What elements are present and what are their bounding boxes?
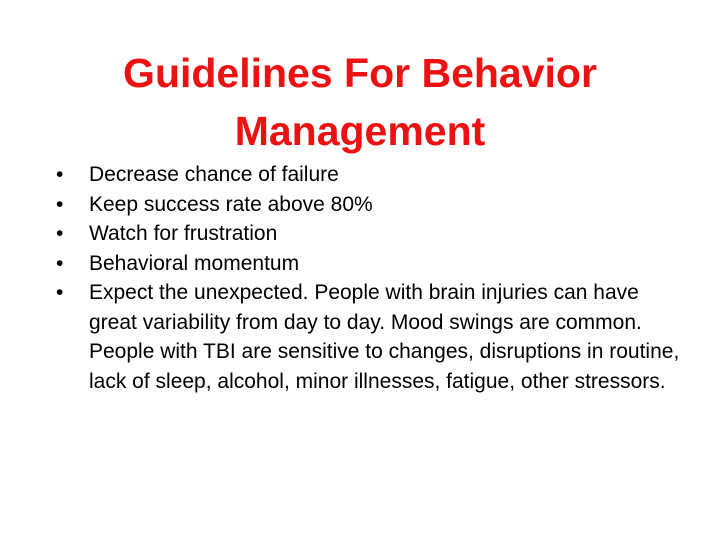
bullet-icon: •	[56, 192, 64, 216]
slide-title	[60, 44, 660, 160]
bullet-icon: •	[56, 163, 64, 186]
bullet-item	[0, 219, 720, 249]
bullet-text: Watch for frustration	[89, 222, 278, 245]
bullet-icon: •	[56, 251, 64, 275]
bullet-icon: •	[56, 281, 64, 304]
bullet-item	[0, 278, 720, 396]
bullet-item	[0, 160, 720, 190]
slide-title-line-1: Guidelines For Behavior	[123, 50, 597, 96]
bullet-item	[0, 190, 720, 220]
slide-title-line-2: Management	[234, 108, 486, 154]
bullet-list	[0, 160, 720, 396]
bullet-text: Expect the unexpected. People with brain injuries can have great variability from day to day. Mood swings are common. People with TBI are sensitive to changes, disruptions in routine, lack of sleep, alcohol, minor illnesses, fatigue, other stressors.	[89, 281, 680, 393]
bullet-text: Behavioral momentum	[89, 251, 300, 275]
bullet-icon: •	[56, 222, 64, 245]
bullet-item	[0, 249, 720, 279]
bullet-text: Keep success rate above 80%	[89, 192, 373, 216]
bullet-text: Decrease chance of failure	[89, 163, 339, 186]
